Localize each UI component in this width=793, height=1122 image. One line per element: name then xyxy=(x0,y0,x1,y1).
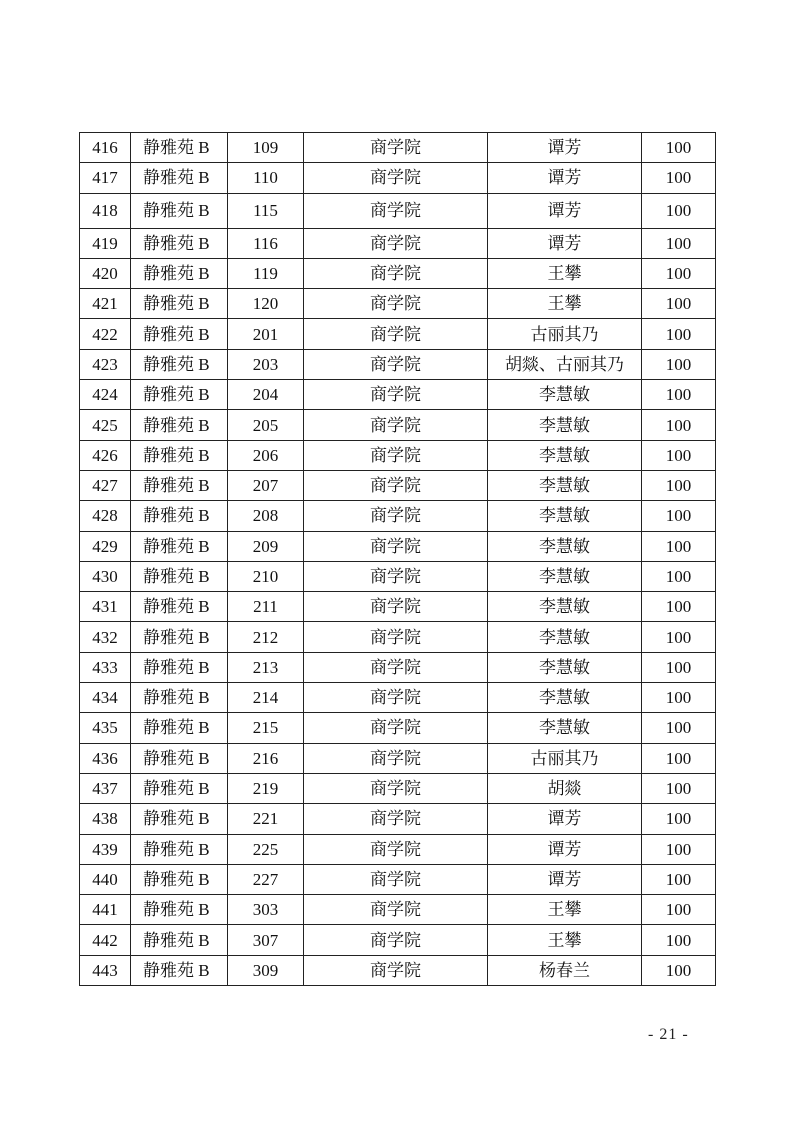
college-cell: 商学院 xyxy=(304,955,488,985)
teacher-cell: 李慧敏 xyxy=(488,713,642,743)
college-cell: 商学院 xyxy=(304,713,488,743)
table-row xyxy=(80,380,716,410)
college-cell: 商学院 xyxy=(304,319,488,349)
dormitory-cell: 静雅苑 B xyxy=(131,289,228,319)
score-cell: 100 xyxy=(642,955,716,985)
row-number-cell: 432 xyxy=(80,622,131,652)
teacher-cell: 李慧敏 xyxy=(488,622,642,652)
dormitory-cell: 静雅苑 B xyxy=(131,561,228,591)
teacher-cell: 谭芳 xyxy=(488,163,642,193)
page-number: - 21 - xyxy=(648,1026,689,1043)
room-number-cell: 225 xyxy=(228,834,304,864)
table-row xyxy=(80,925,716,955)
score-cell: 100 xyxy=(642,652,716,682)
row-number-cell: 421 xyxy=(80,289,131,319)
score-cell: 100 xyxy=(642,440,716,470)
dormitory-cell: 静雅苑 B xyxy=(131,410,228,440)
score-cell: 100 xyxy=(642,228,716,258)
row-number-cell: 436 xyxy=(80,743,131,773)
score-cell: 100 xyxy=(642,713,716,743)
room-number-cell: 208 xyxy=(228,501,304,531)
table-row xyxy=(80,193,716,228)
score-cell: 100 xyxy=(642,561,716,591)
room-number-cell: 109 xyxy=(228,133,304,163)
row-number-cell: 430 xyxy=(80,561,131,591)
dorm-score-table-container xyxy=(79,132,715,986)
dormitory-cell: 静雅苑 B xyxy=(131,163,228,193)
room-number-cell: 211 xyxy=(228,592,304,622)
table-row xyxy=(80,834,716,864)
college-cell: 商学院 xyxy=(304,193,488,228)
table-row xyxy=(80,683,716,713)
score-cell: 100 xyxy=(642,531,716,561)
dormitory-cell: 静雅苑 B xyxy=(131,501,228,531)
score-cell: 100 xyxy=(642,592,716,622)
college-cell: 商学院 xyxy=(304,531,488,561)
table-row xyxy=(80,410,716,440)
row-number-cell: 419 xyxy=(80,228,131,258)
room-number-cell: 212 xyxy=(228,622,304,652)
college-cell: 商学院 xyxy=(304,410,488,440)
dormitory-cell: 静雅苑 B xyxy=(131,228,228,258)
teacher-cell: 王攀 xyxy=(488,289,642,319)
table-row xyxy=(80,895,716,925)
score-cell: 100 xyxy=(642,319,716,349)
college-cell: 商学院 xyxy=(304,804,488,834)
dormitory-cell: 静雅苑 B xyxy=(131,622,228,652)
table-row xyxy=(80,743,716,773)
row-number-cell: 427 xyxy=(80,470,131,500)
row-number-cell: 435 xyxy=(80,713,131,743)
row-number-cell: 418 xyxy=(80,193,131,228)
row-number-cell: 425 xyxy=(80,410,131,440)
room-number-cell: 214 xyxy=(228,683,304,713)
teacher-cell: 胡燚、古丽其乃 xyxy=(488,349,642,379)
room-number-cell: 119 xyxy=(228,258,304,288)
college-cell: 商学院 xyxy=(304,743,488,773)
room-number-cell: 216 xyxy=(228,743,304,773)
score-cell: 100 xyxy=(642,349,716,379)
teacher-cell: 李慧敏 xyxy=(488,380,642,410)
row-number-cell: 437 xyxy=(80,773,131,803)
teacher-cell: 谭芳 xyxy=(488,864,642,894)
dormitory-cell: 静雅苑 B xyxy=(131,440,228,470)
table-row xyxy=(80,163,716,193)
score-cell: 100 xyxy=(642,804,716,834)
table-row xyxy=(80,289,716,319)
table-row xyxy=(80,804,716,834)
dormitory-cell: 静雅苑 B xyxy=(131,683,228,713)
teacher-cell: 李慧敏 xyxy=(488,561,642,591)
teacher-cell: 谭芳 xyxy=(488,804,642,834)
room-number-cell: 115 xyxy=(228,193,304,228)
teacher-cell: 胡燚 xyxy=(488,773,642,803)
row-number-cell: 429 xyxy=(80,531,131,561)
table-row xyxy=(80,561,716,591)
score-cell: 100 xyxy=(642,925,716,955)
teacher-cell: 王攀 xyxy=(488,925,642,955)
dormitory-cell: 静雅苑 B xyxy=(131,193,228,228)
dormitory-cell: 静雅苑 B xyxy=(131,895,228,925)
dormitory-cell: 静雅苑 B xyxy=(131,804,228,834)
room-number-cell: 120 xyxy=(228,289,304,319)
dormitory-cell: 静雅苑 B xyxy=(131,319,228,349)
row-number-cell: 424 xyxy=(80,380,131,410)
teacher-cell: 谭芳 xyxy=(488,834,642,864)
room-number-cell: 201 xyxy=(228,319,304,349)
dormitory-cell: 静雅苑 B xyxy=(131,864,228,894)
dormitory-cell: 静雅苑 B xyxy=(131,133,228,163)
table-row xyxy=(80,592,716,622)
college-cell: 商学院 xyxy=(304,228,488,258)
score-cell: 100 xyxy=(642,470,716,500)
teacher-cell: 李慧敏 xyxy=(488,410,642,440)
teacher-cell: 李慧敏 xyxy=(488,531,642,561)
score-cell: 100 xyxy=(642,501,716,531)
score-cell: 100 xyxy=(642,410,716,440)
row-number-cell: 426 xyxy=(80,440,131,470)
college-cell: 商学院 xyxy=(304,440,488,470)
room-number-cell: 307 xyxy=(228,925,304,955)
teacher-cell: 王攀 xyxy=(488,895,642,925)
table-row xyxy=(80,773,716,803)
college-cell: 商学院 xyxy=(304,925,488,955)
room-number-cell: 206 xyxy=(228,440,304,470)
teacher-cell: 李慧敏 xyxy=(488,652,642,682)
table-row xyxy=(80,652,716,682)
teacher-cell: 杨春兰 xyxy=(488,955,642,985)
dormitory-cell: 静雅苑 B xyxy=(131,470,228,500)
table-row xyxy=(80,133,716,163)
row-number-cell: 439 xyxy=(80,834,131,864)
room-number-cell: 215 xyxy=(228,713,304,743)
row-number-cell: 434 xyxy=(80,683,131,713)
room-number-cell: 204 xyxy=(228,380,304,410)
room-number-cell: 227 xyxy=(228,864,304,894)
row-number-cell: 433 xyxy=(80,652,131,682)
room-number-cell: 213 xyxy=(228,652,304,682)
college-cell: 商学院 xyxy=(304,864,488,894)
dormitory-cell: 静雅苑 B xyxy=(131,925,228,955)
dormitory-cell: 静雅苑 B xyxy=(131,834,228,864)
score-cell: 100 xyxy=(642,683,716,713)
table-row xyxy=(80,258,716,288)
teacher-cell: 谭芳 xyxy=(488,193,642,228)
room-number-cell: 210 xyxy=(228,561,304,591)
row-number-cell: 416 xyxy=(80,133,131,163)
college-cell: 商学院 xyxy=(304,622,488,652)
row-number-cell: 440 xyxy=(80,864,131,894)
row-number-cell: 431 xyxy=(80,592,131,622)
score-cell: 100 xyxy=(642,895,716,925)
row-number-cell: 417 xyxy=(80,163,131,193)
dormitory-cell: 静雅苑 B xyxy=(131,380,228,410)
room-number-cell: 221 xyxy=(228,804,304,834)
score-cell: 100 xyxy=(642,864,716,894)
row-number-cell: 422 xyxy=(80,319,131,349)
college-cell: 商学院 xyxy=(304,289,488,319)
dormitory-cell: 静雅苑 B xyxy=(131,592,228,622)
row-number-cell: 442 xyxy=(80,925,131,955)
score-cell: 100 xyxy=(642,133,716,163)
score-cell: 100 xyxy=(642,743,716,773)
room-number-cell: 219 xyxy=(228,773,304,803)
teacher-cell: 谭芳 xyxy=(488,133,642,163)
teacher-cell: 李慧敏 xyxy=(488,592,642,622)
teacher-cell: 李慧敏 xyxy=(488,470,642,500)
teacher-cell: 李慧敏 xyxy=(488,440,642,470)
college-cell: 商学院 xyxy=(304,133,488,163)
dormitory-cell: 静雅苑 B xyxy=(131,531,228,561)
teacher-cell: 谭芳 xyxy=(488,228,642,258)
college-cell: 商学院 xyxy=(304,349,488,379)
dorm-score-table xyxy=(79,132,716,986)
table-body xyxy=(80,133,716,986)
score-cell: 100 xyxy=(642,193,716,228)
room-number-cell: 309 xyxy=(228,955,304,985)
teacher-cell: 李慧敏 xyxy=(488,501,642,531)
college-cell: 商学院 xyxy=(304,470,488,500)
table-row xyxy=(80,531,716,561)
dormitory-cell: 静雅苑 B xyxy=(131,258,228,288)
college-cell: 商学院 xyxy=(304,380,488,410)
college-cell: 商学院 xyxy=(304,683,488,713)
dormitory-cell: 静雅苑 B xyxy=(131,652,228,682)
college-cell: 商学院 xyxy=(304,258,488,288)
room-number-cell: 116 xyxy=(228,228,304,258)
row-number-cell: 438 xyxy=(80,804,131,834)
row-number-cell: 441 xyxy=(80,895,131,925)
score-cell: 100 xyxy=(642,289,716,319)
table-row xyxy=(80,470,716,500)
row-number-cell: 423 xyxy=(80,349,131,379)
dormitory-cell: 静雅苑 B xyxy=(131,955,228,985)
room-number-cell: 207 xyxy=(228,470,304,500)
room-number-cell: 205 xyxy=(228,410,304,440)
college-cell: 商学院 xyxy=(304,592,488,622)
teacher-cell: 古丽其乃 xyxy=(488,743,642,773)
table-row xyxy=(80,864,716,894)
table-row xyxy=(80,440,716,470)
table-row xyxy=(80,349,716,379)
dormitory-cell: 静雅苑 B xyxy=(131,773,228,803)
score-cell: 100 xyxy=(642,380,716,410)
teacher-cell: 古丽其乃 xyxy=(488,319,642,349)
row-number-cell: 428 xyxy=(80,501,131,531)
table-row xyxy=(80,713,716,743)
college-cell: 商学院 xyxy=(304,652,488,682)
college-cell: 商学院 xyxy=(304,895,488,925)
room-number-cell: 209 xyxy=(228,531,304,561)
row-number-cell: 443 xyxy=(80,955,131,985)
college-cell: 商学院 xyxy=(304,561,488,591)
college-cell: 商学院 xyxy=(304,834,488,864)
teacher-cell: 王攀 xyxy=(488,258,642,288)
dormitory-cell: 静雅苑 B xyxy=(131,713,228,743)
table-row xyxy=(80,501,716,531)
score-cell: 100 xyxy=(642,834,716,864)
teacher-cell: 李慧敏 xyxy=(488,683,642,713)
college-cell: 商学院 xyxy=(304,773,488,803)
room-number-cell: 110 xyxy=(228,163,304,193)
table-row xyxy=(80,319,716,349)
table-row xyxy=(80,955,716,985)
score-cell: 100 xyxy=(642,773,716,803)
dormitory-cell: 静雅苑 B xyxy=(131,743,228,773)
room-number-cell: 303 xyxy=(228,895,304,925)
room-number-cell: 203 xyxy=(228,349,304,379)
college-cell: 商学院 xyxy=(304,501,488,531)
score-cell: 100 xyxy=(642,163,716,193)
table-row xyxy=(80,228,716,258)
score-cell: 100 xyxy=(642,258,716,288)
college-cell: 商学院 xyxy=(304,163,488,193)
score-cell: 100 xyxy=(642,622,716,652)
dormitory-cell: 静雅苑 B xyxy=(131,349,228,379)
table-row xyxy=(80,622,716,652)
row-number-cell: 420 xyxy=(80,258,131,288)
